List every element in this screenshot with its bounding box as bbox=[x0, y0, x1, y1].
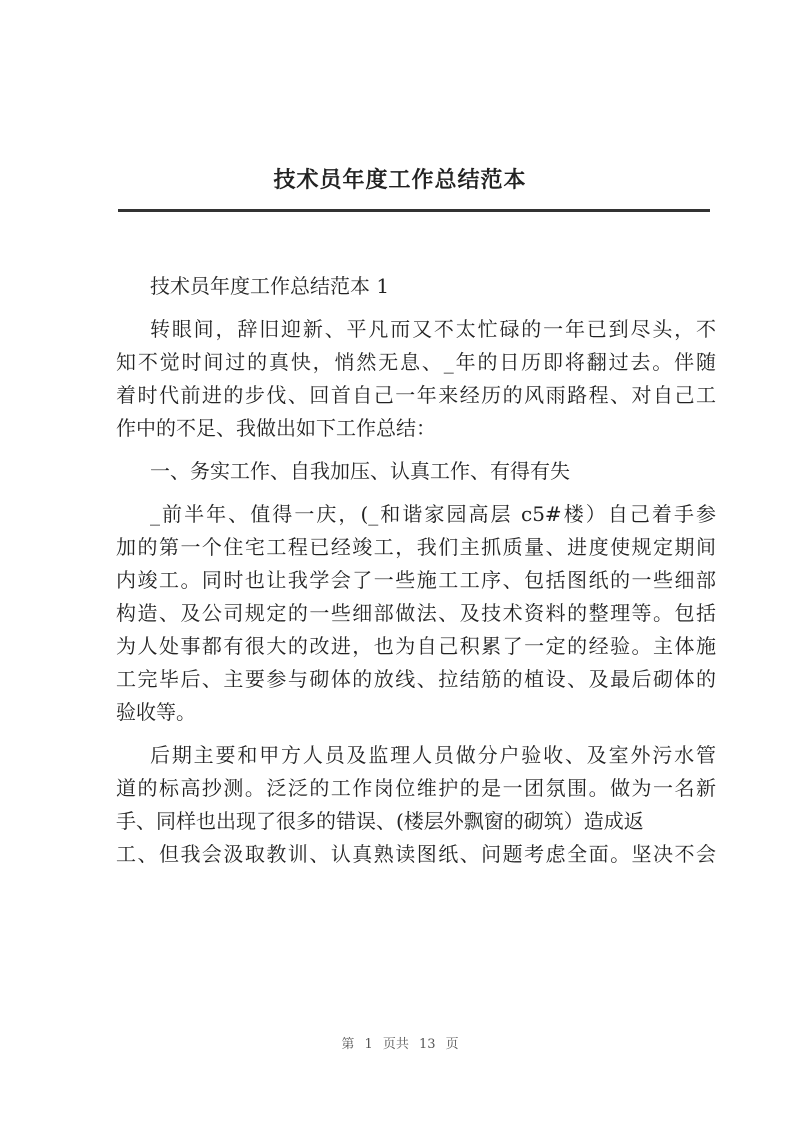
text-line: 后期主要和甲方人员及监理人员做分户验收、及室外污水管 bbox=[150, 743, 716, 767]
text-line: 着时代前进的步伐、回首自己一年来经历的风雨路程、对自己工 bbox=[116, 383, 716, 407]
text-line: 转眼间，辞旧迎新、平凡而又不太忙碌的一年已到尽头，不 bbox=[150, 317, 716, 341]
paragraph-heading bbox=[116, 270, 716, 303]
text-line: 为人处事都有很大的改进，也为自己积累了一定的经验。主体施 bbox=[116, 634, 716, 658]
text-line: 手、同样也出现了很多的错误、(楼层外飘窗的砌筑）造成返 bbox=[116, 809, 644, 833]
document-title: 技术员年度工作总结范本 bbox=[273, 167, 527, 193]
text-line: 一、务实工作、自我加压、认真工作、有得有失 bbox=[150, 459, 570, 483]
text-line: 工、但我会汲取教训、认真熟读图纸、问题考虑全面。坚决不会 bbox=[116, 842, 716, 866]
text-line: 作中的不足、我做出如下工作总结： bbox=[116, 416, 436, 440]
title-divider bbox=[118, 209, 710, 212]
text-line: 加的第一个住宅工程已经竣工，我们主抓质量、进度使规定期间 bbox=[116, 535, 716, 559]
document-body bbox=[116, 270, 716, 871]
text-line: 内竣工。同时也让我学会了一些施工工序、包括图纸的一些细部 bbox=[116, 568, 716, 592]
text-line: 验收等。 bbox=[116, 700, 196, 724]
text-line: 道的标高抄测。泛泛的工作岗位维护的是一团氛围。做为一名新 bbox=[116, 776, 716, 800]
page-number-footer: 第 1 页共 13 页 bbox=[341, 1037, 459, 1052]
paragraph-intro bbox=[116, 313, 716, 445]
text-line: 工完毕后、主要参与砌体的放线、拉结筋的植设、及最后砌体的 bbox=[116, 667, 716, 691]
paragraph-first-half bbox=[116, 498, 716, 729]
section-heading bbox=[116, 455, 716, 488]
text-line: 构造、及公司规定的一些细部做法、及技术资料的整理等。包括 bbox=[116, 601, 716, 625]
paragraph-later-period bbox=[116, 739, 716, 871]
text-line: 技术员年度工作总结范本 1 bbox=[150, 274, 390, 298]
text-line: _前半年、值得一庆，(_和谐家园高层 c5#楼）自己着手参 bbox=[150, 502, 716, 526]
text-line: 知不觉时间过的真快，悄然无息、_年的日历即将翻过去。伴随 bbox=[116, 350, 716, 374]
